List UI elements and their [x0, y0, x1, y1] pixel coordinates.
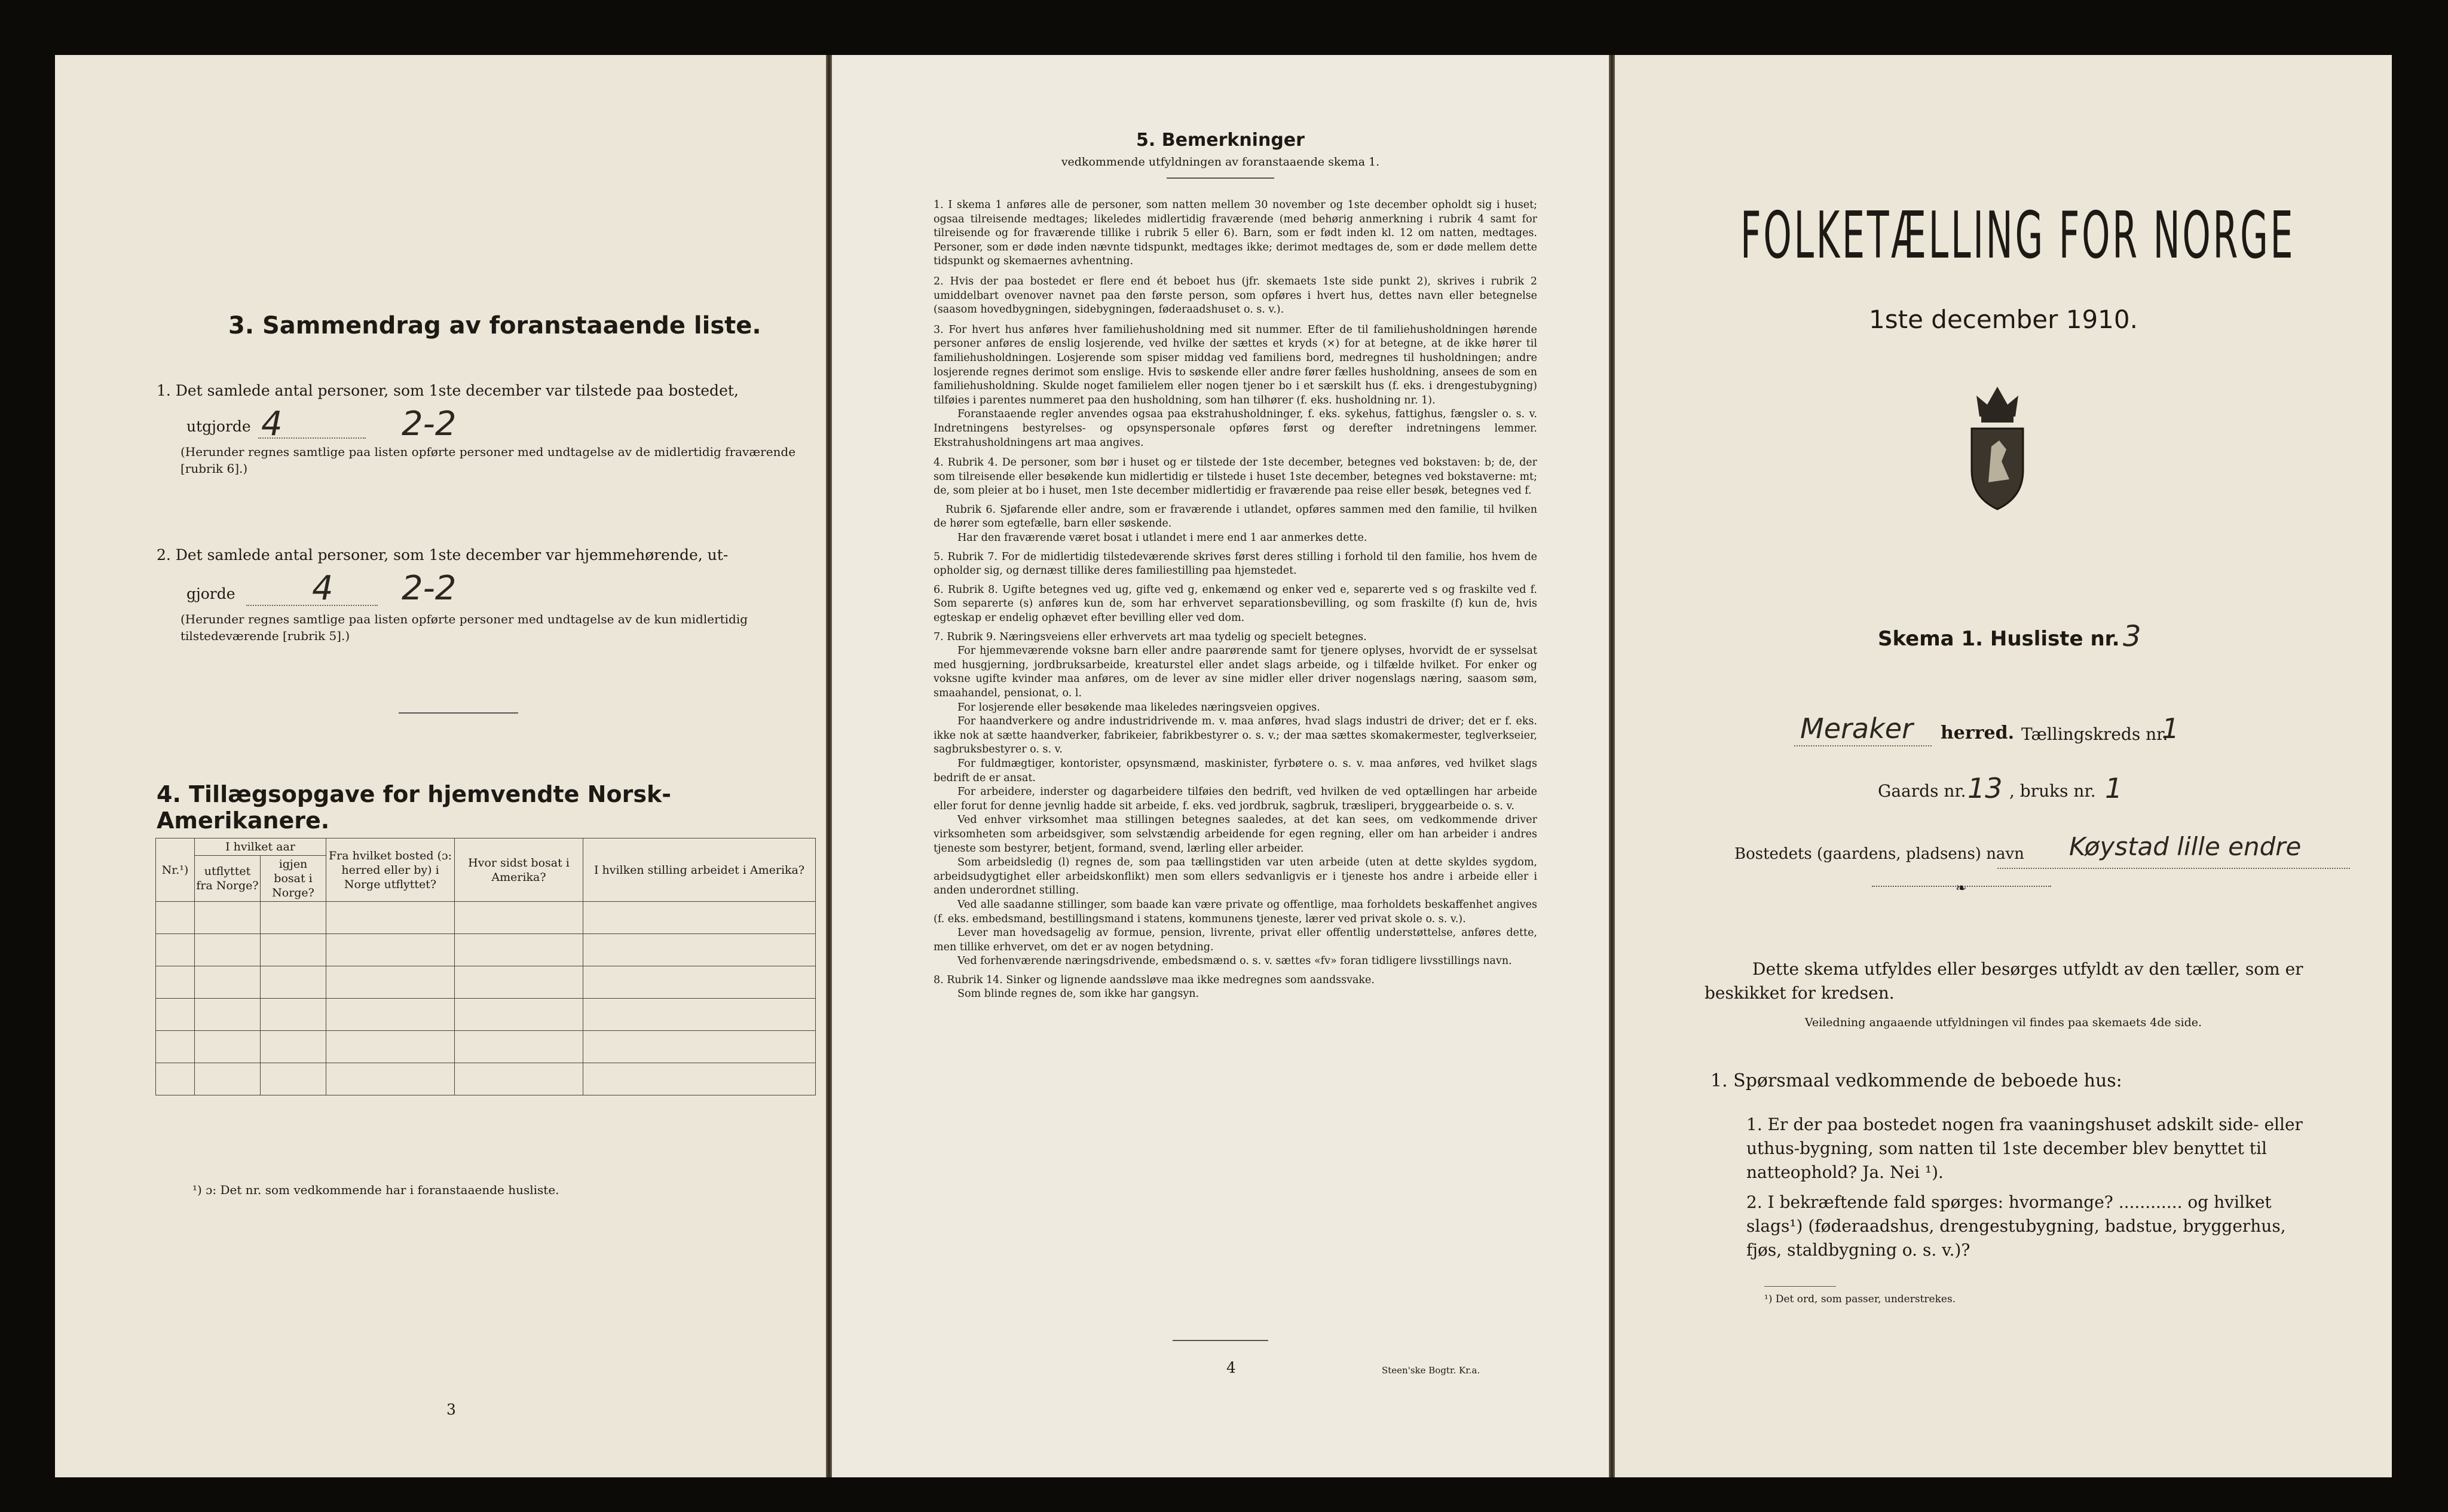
item2-num: 2. [157, 546, 171, 564]
th-hvor-sidst: Hvor sidst bosat i Amerika? [455, 838, 583, 902]
section3-heading: 3. Sammendrag av foranstaaende liste. [228, 312, 761, 339]
remarks-body [934, 198, 1537, 1002]
th-fra-hvilket: Fra hvilket bosted (ɔ: herred eller by) i Norge utflyttet? [326, 838, 455, 902]
item2-label: gjorde [186, 585, 235, 602]
remark-paragraph: Ved forhenværende næringsdrivende, embedsmænd o. s. v. sættes «fv» foran tidligere livsstillings navn. [957, 955, 1512, 968]
item2-body: Det samlede antal personer, som 1ste december var hjemmehørende, ut- [175, 546, 729, 564]
remark-paragraph: Lever man hovedsagelig av formue, pension, livrente, privat eller offentlig understøttelse, anføres dette, men tillike erhvervet, om det er av nogen betydning. [934, 927, 1537, 953]
item1-value: 4 [261, 405, 283, 443]
footnote-rule [1764, 1286, 1836, 1287]
remarks-divider [1167, 177, 1274, 179]
item2-note: (Herunder regnes samtlige paa listen opførte personer med undtagelse av de kun midlertidig tilstedeværende [rubrik 5].) [180, 612, 748, 643]
remark-paragraph: Ved alle saadanne stillinger, som baade kan være private og offentlige, maa forholdets beskaffenhet angives (f. eks. embedsmand, bestillingsmand i statens, kommunens tjeneste, lærer ved privat skole o. s. v.). [934, 898, 1537, 925]
remark-paragraph: For fuldmægtiger, kontorister, opsynsmænd, maskinister, fyrbøtere o. s. v. maa anføres, ved hvilket slags bedrift de er ansat. [934, 757, 1537, 784]
th-utflyttet: utflyttet fra Norge? [195, 856, 261, 902]
page-number: 4 [1226, 1359, 1236, 1376]
item1-label: utgjorde [186, 418, 251, 435]
questions-heading: 1. Spørsmaal vedkommende de beboede hus: [1710, 1070, 2122, 1091]
remark-paragraph: For arbeidere, inderster og dagarbeidere tilføies den bedrift, ved hvilken de ved optællingen har arbeide eller forut for denne jevnlig hadde sit arbeide, f. eks. ved jordbruk, sagbruk, træsliperi, bryggearbeide o. s. v. [934, 786, 1537, 812]
right-footnote: ¹) Det ord, som passer, understrekes. [1764, 1293, 1956, 1305]
bosted-value: Køystad lille endre [2069, 832, 2302, 861]
remark-paragraph: 3. For hvert hus anføres hver familiehusholdning med sit nummer. Efter de til familiehusholdningen hørende personer anføres de enslig losjerende, ved hvilke der sættes et kryds (×) for at betegne, at de ikke hører til familiehusholdningen. Losjerende som spiser middag ved familiens bord, medregnes til husholdningen; andre losjerende regnes derimot som enslige. Hvis to søskende eller andre fører fælles husholdning, ansees de som en familiehusholdning. Skulde noget familielem eller nogen tjener bo i et særskilt hus (f. eks. i drengestubygning) tilføies i parentes nummeret paa den husholdning, som han tilhører (f. eks. husholdning nr. 1). [934, 323, 1537, 406]
instruction-text: Dette skema utfyldes eller besørges utfyldt av den tæller, som er beskikket for kredsen. [1705, 959, 2303, 1003]
remark-paragraph: Foranstaaende regler anvendes ogsaa paa ekstrahusholdninger, f. eks. sykehus, fattighus, fængsler o. s. v. Indretningens bestyrelses- og opsynspersonale opføres først og derefter indretningens lemmer. Ekstrahusholdningens art maa angives. [934, 408, 1537, 449]
remark-paragraph: Som arbeidsledig (l) regnes de, som paa tællingstiden var uten arbeide (uten at dette skyldes sygdom, arbeidsudygtighet eller arbeidskonflikt) men som ellers sedvanligvis er i tjeneste hos andre i arbeide eller i anden underordnet stilling. [934, 856, 1537, 897]
coat-of-arms-icon [1964, 381, 2030, 512]
item1-num: 1. [157, 382, 171, 399]
remark-paragraph: Rubrik 6. Sjøfarende eller andre, som er fraværende i utlandet, opføres sammen med den familie, til hvilken de hører som egtefælle, barn eller søskende. [934, 503, 1537, 530]
remarks-end-divider [1173, 1340, 1268, 1341]
schema-value: 3 [2123, 620, 2141, 653]
item1-note: (Herunder regnes samtlige paa listen opførte personer med undtagelse av de midlertidig fraværende [rubrik 6].) [180, 445, 796, 476]
kreds-label: Tællingskreds nr. [2021, 724, 2168, 744]
page-fold [1609, 55, 1615, 1477]
remark-paragraph: 8. Rubrik 14. Sinker og lignende aandssløve maa ikke medregnes som aandssvake. [934, 974, 1375, 986]
item2-value: 4 [312, 569, 333, 608]
remark-paragraph: 4. Rubrik 4. De personer, som bør i huset og er tilstede der 1ste december, betegnes ved bokstaven: b; de, der som tilreisende eller besøkende kun midlertidig er tilstede i huset 1ste december, betegnes ved bokstaverne: mt; de, som pleier at bo i huset, men 1ste december midlertidig er fraværende paa reise eller besøk, betegnes ved f. [934, 457, 1537, 497]
th-nr: Nr.¹) [156, 838, 195, 902]
middle-page [832, 55, 1609, 1477]
left-page [55, 55, 826, 1477]
remark-paragraph: 6. Rubrik 8. Ugifte betegnes ved ug, gifte ved g, enkemænd og enker ved e, separerte ved s og fraskilte ved f. Som separerte (s) anføres kun de, som har erhvervet separationsbevilling, og som fraskilte (f) kun de, hvis egteskap er endelig ophævet efter bevilling eller ved dom. [934, 583, 1537, 625]
remarks-heading: 5. Bemerkninger [1136, 130, 1305, 151]
item2-dotline [246, 605, 378, 606]
table-row [156, 1063, 816, 1095]
item2-handwritten-extra: 2-2 [402, 569, 457, 608]
bosted-label: Bostedets (gaardens, pladsens) navn [1734, 845, 2024, 863]
item1-dotline [258, 437, 366, 439]
remark-paragraph: Ved enhver virksomhet maa stillingen betegnes saaledes, at det kan sees, om vedkommende driver virksomheten som arbeidsgiver, som selvstændig arbeidende for egen regning, eller om han arbeider i andres tjeneste som bestyrer, betjent, formand, svend, lærling eller arbeider. [934, 814, 1537, 855]
gaards-value: 13 [1967, 772, 2003, 804]
bosted-dotline [1997, 868, 2350, 869]
question-2: 2. I bekræftende fald spørges: hvormange? ............ og hvilket slags¹) (føderaadshus, drengestubygning, badstue, bryggerhus, fjøs, staldbygning o. s. v.)? [1746, 1192, 2286, 1260]
remark-paragraph: For hjemmeværende voksne barn eller andre paarørende samt for tjenere oplyses, hvorvidt de er sysselsat med husgjerning, jordbruksarbeide, kreaturstel eller andet slags arbeide, og i tilfælde hvilket. For enker og voksne ugifte kvinder maa anføres, om de lever av sine midler eller driver nogenslags næring, saasom søm, smaahandel, pensionat, o. l. [934, 645, 1537, 699]
remark-paragraph: Har den fraværende været bosat i utlandet i mere end 1 aar anmerkes dette. [957, 532, 1367, 544]
question-1: 1. Er der paa bostedet nogen fra vaaningshuset adskilt side- eller uthus-bygning, som natten til 1ste december blev benyttet til natteophold? Ja. Nei ¹). [1746, 1115, 2303, 1182]
bruks-value: 1 [2105, 772, 2123, 804]
remark-paragraph: 1. I skema 1 anføres alle de personer, som natten mellem 30 november og 1ste december opholdt sig i huset; ogsaa tilreisende medtages; likeledes midlertidig fraværende (med behørig anmerkning i rubrik 4 samt for tilreisende og for fraværende tillike i rubrik 5 eller 6). Barn, som er født inden kl. 12 om natten, medtages. Personer, som er døde inden nævnte tidspunkt, medtages ikke; derimot medtages de, som er døde mellem dette tidspunkt og skemaernes avhentning. [934, 199, 1537, 268]
census-date: 1ste december 1910. [1869, 305, 2138, 334]
table-footnote: ¹) ɔ: Det nr. som vedkommende har i foranstaaende husliste. [192, 1183, 559, 1197]
kreds-value: 1 [2162, 712, 2180, 745]
section4-heading: 4. Tillægsopgave for hjemvendte Norsk-Amerikanere. [157, 781, 671, 834]
remark-paragraph: For haandverkere og andre industridrivende m. v. maa anføres, hvad slags industri de driver; det er f. eks. ikke nok at sætte haandverker, fabrikeier, fabrikbestyrer o. s. v.; der maa sættes skomakermester, teglverkseier, sagbruksbestyrer o. s. v. [934, 715, 1537, 756]
table-row [156, 966, 816, 999]
remark-paragraph: 5. Rubrik 7. For de midlertidig tilstedeværende skrives først deres stilling i forhold til den familie, hos hvem de opholder sig, og dernæst tillike deres familiestilling paa hjemstedet. [934, 550, 1537, 577]
printer-mark: Steen'ske Bogtr. Kr.a. [1382, 1365, 1480, 1376]
page-fold [826, 55, 832, 1477]
schema-label: Skema 1. Husliste nr. [1878, 627, 2120, 651]
item2-text [157, 545, 820, 565]
item1-body: Det samlede antal personer, som 1ste december var tilstede paa bostedet, [175, 382, 739, 399]
th-group: I hvilket aar [195, 838, 326, 856]
herred-label: herred. [1941, 723, 2015, 743]
th-stilling: I hvilken stilling arbeidet i Amerika? [583, 838, 816, 902]
norsk-amerikanere-table [155, 838, 816, 1095]
table-row [156, 902, 816, 934]
herred-dotline [1794, 745, 1932, 746]
ornament-icon: ❧ [1956, 881, 1967, 896]
divider [399, 712, 518, 714]
census-title: FOLKETÆLLING FOR NORGE [1740, 198, 2296, 273]
right-page [1615, 55, 2392, 1477]
table-row [156, 1031, 816, 1063]
page-number: 3 [446, 1401, 456, 1418]
gaards-label: Gaards nr. [1878, 781, 1966, 801]
table-row [156, 934, 816, 966]
instruction-note: Veiledning angaaende utfyldningen vil findes paa skemaets 4de side. [1804, 1016, 2202, 1029]
herred-value: Meraker [1800, 712, 1913, 745]
bruks-label: , bruks nr. [2009, 781, 2096, 801]
item1-handwritten-extra: 2-2 [402, 405, 457, 443]
th-igjen: igjen bosat i Norge? [261, 856, 326, 902]
remark-paragraph: Som blinde regnes de, som ikke har gangsyn. [957, 988, 1199, 1000]
table-row [156, 999, 816, 1031]
remark-paragraph: For losjerende eller besøkende maa likeledes næringsveien opgives. [957, 701, 1320, 714]
remark-paragraph: 7. Rubrik 9. Næringsveiens eller erhvervets art maa tydelig og specielt betegnes. [934, 630, 1367, 643]
remarks-subheading: vedkommende utfyldningen av foranstaaende skema 1. [1061, 155, 1380, 169]
item1-text [157, 381, 820, 401]
remark-paragraph: 2. Hvis der paa bostedet er flere end ét beboet hus (jfr. skemaets 1ste side punkt 2), skrives i rubrik 2 umiddelbart ovenover navnet paa den første person, som opføres i hvert hus, dettes navn eller betegnelse (saasom hovedbygningen, sidebygningen, føderaadshuset o. s. v.). [934, 275, 1537, 316]
